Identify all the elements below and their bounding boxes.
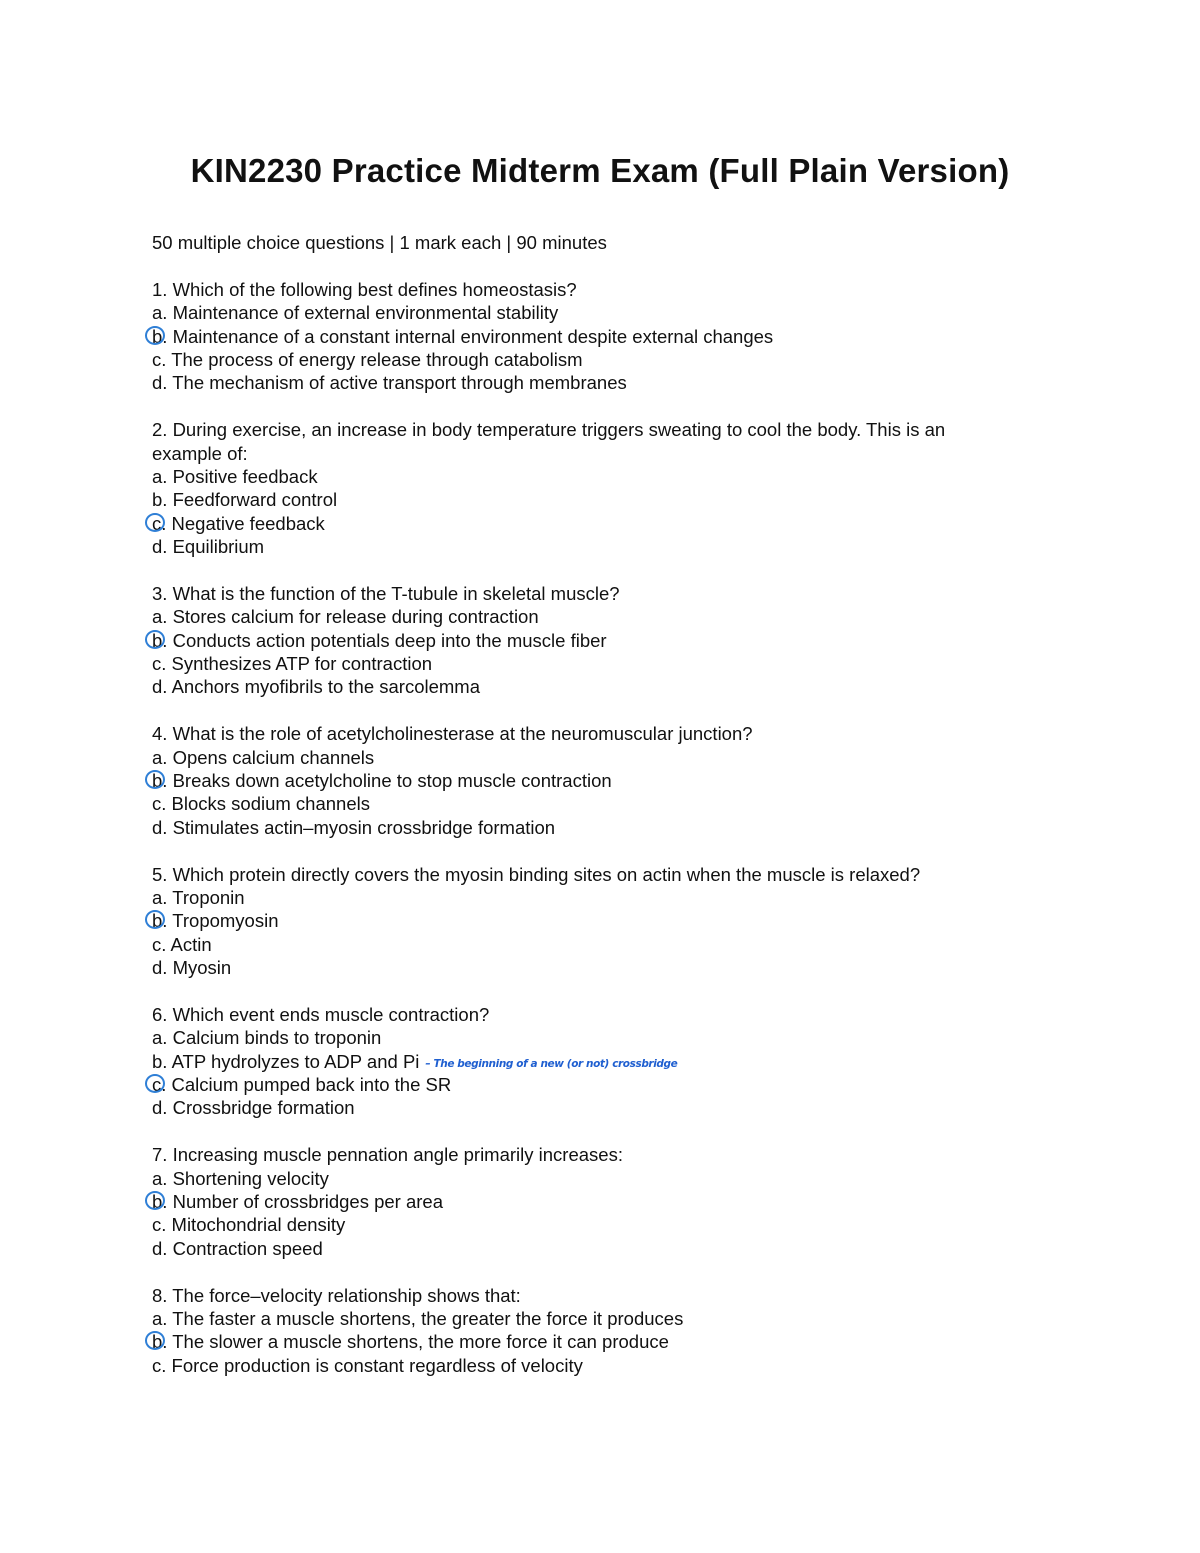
answer-option	[152, 1213, 1052, 1236]
question-stem: 1. Which of the following best defines homeostasis?	[152, 278, 577, 300]
option-letter: d.	[152, 536, 168, 558]
option-text: Crossbridge formation	[172, 1097, 355, 1119]
answer-option	[152, 488, 1052, 511]
handwritten-note: – The beginning of a new (or not) crossbridge	[425, 1057, 678, 1070]
question-stem: 4. What is the role of acetylcholinesterase at the neuromuscular junction?	[152, 723, 753, 745]
option-text: Mitochondrial density	[171, 1214, 346, 1236]
option-letter: b.	[152, 489, 168, 511]
option-text: Anchors myofibrils to the sarcolemma	[171, 676, 481, 698]
answer-option	[152, 652, 1052, 675]
question-2	[152, 418, 1052, 582]
option-letter: b.	[152, 325, 168, 347]
spacer	[152, 699, 1052, 722]
answer-option	[152, 348, 1052, 371]
option-letter: c.	[152, 933, 167, 955]
option-text: Myosin	[172, 957, 232, 979]
option-text: The process of energy release through catabolism	[171, 348, 583, 370]
answer-option	[152, 675, 1052, 698]
option-letter: c.	[152, 1214, 167, 1236]
spacer	[152, 980, 1052, 1003]
question-6	[152, 1003, 1052, 1143]
spacer	[152, 1260, 1052, 1283]
option-text: The slower a muscle shortens, the more force it can produce	[172, 1331, 669, 1353]
option-text: Equilibrium	[172, 536, 265, 558]
answer-option	[152, 325, 1052, 348]
option-text: Tropomyosin	[172, 910, 279, 932]
option-text: Conducts action potentials deep into the muscle fiber	[172, 629, 607, 651]
option-text: Calcium pumped back into the SR	[171, 1074, 452, 1096]
option-letter: d.	[152, 1237, 168, 1259]
answer-option	[152, 1190, 1052, 1213]
option-text: Calcium binds to troponin	[172, 1027, 382, 1049]
option-text: Shortening velocity	[172, 1167, 329, 1189]
option-text: Opens calcium channels	[172, 746, 375, 768]
option-letter: a.	[152, 465, 168, 487]
option-text: Stimulates actin–myosin crossbridge formation	[172, 816, 556, 838]
option-text: Breaks down acetylcholine to stop muscle contraction	[172, 769, 612, 791]
answer-option	[152, 746, 1052, 769]
option-text: Maintenance of a constant internal environment despite external changes	[172, 325, 774, 347]
option-letter: c.	[152, 1074, 167, 1096]
option-text: Maintenance of external environmental stability	[172, 302, 559, 324]
option-letter: b.	[152, 1331, 168, 1353]
option-text: The mechanism of active transport through membranes	[172, 372, 627, 394]
option-text: Synthesizes ATP for contraction	[171, 653, 433, 675]
option-text: Feedforward control	[172, 489, 338, 511]
answer-option	[152, 301, 1052, 324]
option-letter: d.	[152, 1097, 168, 1119]
option-letter: d.	[152, 816, 168, 838]
answer-option	[152, 1237, 1052, 1260]
question-stem: 8. The force–velocity relationship shows that:	[152, 1284, 521, 1306]
spacer	[152, 839, 1052, 862]
option-text: Blocks sodium channels	[171, 793, 370, 815]
answer-option	[152, 512, 1052, 535]
option-letter: a.	[152, 606, 168, 628]
option-text: Number of crossbridges per area	[172, 1191, 444, 1213]
option-letter: c.	[152, 653, 167, 675]
answer-option	[152, 933, 1052, 956]
option-letter: b.	[152, 910, 168, 932]
question-stem: 6. Which event ends muscle contraction?	[152, 1003, 490, 1025]
answer-option	[152, 371, 1052, 394]
question-stem: 3. What is the function of the T-tubule in skeletal muscle?	[152, 582, 620, 604]
answer-option	[152, 605, 1052, 628]
answer-option	[152, 629, 1052, 652]
question-5	[152, 863, 1052, 1003]
option-text: ATP hydrolyzes to ADP and Pi	[171, 1050, 420, 1072]
option-text: Stores calcium for release during contraction	[172, 606, 539, 628]
question-7	[152, 1143, 1052, 1283]
option-letter: a.	[152, 1167, 168, 1189]
option-text: Contraction speed	[172, 1237, 323, 1259]
question-stem: 5. Which protein directly covers the myosin binding sites on actin when the muscle is relaxed?	[152, 863, 921, 885]
question-stem: 2. During exercise, an increase in body temperature triggers sweating to cool the body. This is an	[152, 419, 946, 441]
option-letter: b.	[152, 1191, 168, 1213]
option-letter: a.	[152, 886, 168, 908]
option-letter: a.	[152, 302, 168, 324]
option-letter: a.	[152, 1027, 168, 1049]
exam-subtitle: 50 multiple choice questions | 1 mark each | 90 minutes	[152, 232, 607, 253]
exam-content	[152, 231, 1052, 1377]
option-letter: c.	[152, 793, 167, 815]
option-letter: c.	[152, 348, 167, 370]
option-letter: d.	[152, 957, 168, 979]
option-text: Force production is constant regardless of velocity	[171, 1354, 583, 1376]
answer-option	[152, 1307, 1052, 1330]
page-title: KIN2230 Practice Midterm Exam (Full Plain Version)	[190, 152, 1010, 189]
answer-option	[152, 1330, 1052, 1353]
option-letter: b.	[152, 629, 168, 651]
answer-option	[152, 1026, 1052, 1049]
answer-option	[152, 1050, 1052, 1073]
option-letter: a.	[152, 1307, 168, 1329]
answer-option	[152, 886, 1052, 909]
answer-option	[152, 1073, 1052, 1096]
answer-option	[152, 535, 1052, 558]
answer-option	[152, 792, 1052, 815]
answer-option	[152, 769, 1052, 792]
spacer	[152, 395, 1052, 418]
answer-option	[152, 1354, 1052, 1377]
spacer	[152, 1120, 1052, 1143]
spacer	[152, 254, 1052, 277]
spacer	[152, 558, 1052, 581]
option-letter: c.	[152, 1354, 167, 1376]
question-8	[152, 1284, 1052, 1378]
answer-option	[152, 1096, 1052, 1119]
option-letter: d.	[152, 372, 168, 394]
answer-option	[152, 956, 1052, 979]
answer-option	[152, 909, 1052, 932]
question-4	[152, 722, 1052, 862]
option-letter: b.	[152, 769, 168, 791]
option-letter: d.	[152, 676, 168, 698]
option-text: Positive feedback	[172, 465, 318, 487]
answer-option	[152, 1167, 1052, 1190]
question-stem: 7. Increasing muscle pennation angle primarily increases:	[152, 1144, 623, 1166]
option-text: Troponin	[172, 886, 245, 908]
option-text: The faster a muscle shortens, the greater the force it produces	[172, 1307, 684, 1329]
option-letter: c.	[152, 512, 167, 534]
option-letter: a.	[152, 746, 168, 768]
option-text: Negative feedback	[171, 512, 325, 534]
question-stem: example of:	[152, 442, 248, 464]
question-1	[152, 278, 1052, 418]
answer-option	[152, 465, 1052, 488]
option-letter: b.	[152, 1050, 168, 1072]
answer-option	[152, 816, 1052, 839]
question-3	[152, 582, 1052, 722]
option-text: Actin	[170, 933, 212, 955]
